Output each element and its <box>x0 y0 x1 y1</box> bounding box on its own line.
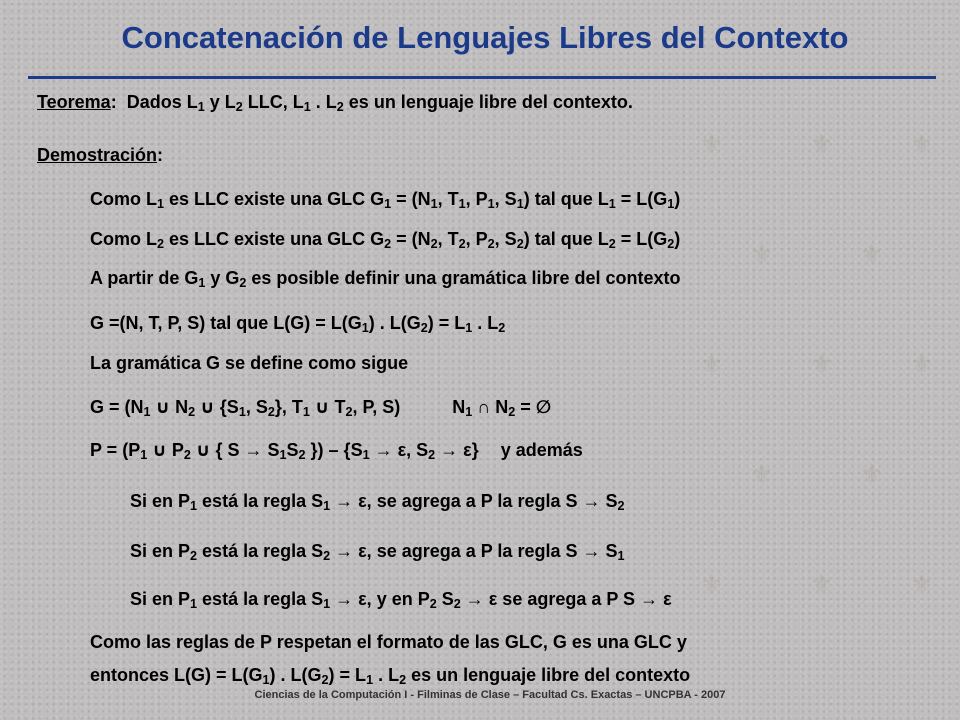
subscript: 2 <box>239 276 247 291</box>
proof-line-1 <box>90 189 680 210</box>
subscript: 1 <box>262 673 270 688</box>
text-run: = ∅ <box>515 397 552 417</box>
text-run: ∪ T <box>309 397 346 417</box>
text-run: Como L <box>90 229 157 249</box>
subscript: 2 <box>235 100 243 115</box>
text-run: ∪ N <box>150 397 189 417</box>
text-run: }) – {S <box>305 440 363 460</box>
subscript: 1 <box>617 549 625 564</box>
text-run: y L <box>204 92 236 112</box>
text-run: , T <box>437 189 459 209</box>
slide-title: Concatenación de Lenguajes Libres del Contexto <box>121 20 849 55</box>
text-run: ) <box>674 189 681 209</box>
text-run: es posible definir una gramática libre del contexto <box>246 268 681 288</box>
subscript: 1 <box>198 276 206 291</box>
text-run: y G <box>205 268 240 288</box>
text-run: → ε, se agrega a P la regla S → S <box>330 491 618 511</box>
subscript: 2 <box>267 405 275 420</box>
subscript: 1 <box>465 405 473 420</box>
text-run: está la regla S <box>197 589 324 609</box>
text-run: → ε se agrega a P S → ε <box>460 589 672 609</box>
slide-footer: Ciencias de la Computación I - Filminas de Clase – Facultad Cs. Exactas – UNCPBA - 2007 <box>254 689 726 701</box>
subscript: 2 <box>336 100 344 115</box>
subscript: 1 <box>608 197 616 212</box>
subscript: 1 <box>516 197 524 212</box>
subscript: 1 <box>157 197 165 212</box>
text-run: = L(G <box>615 229 668 249</box>
text-run: Dados L <box>126 92 198 112</box>
subscript: 2 <box>399 673 407 688</box>
text-run: . L <box>310 92 337 112</box>
rule-case-3 <box>130 589 672 610</box>
subscript: 1 <box>361 321 369 336</box>
subscript: 1 <box>140 448 148 463</box>
text-run: Si en P <box>130 589 191 609</box>
conclusion-line-2 <box>90 665 690 686</box>
text-run: es un lenguaje libre del contexto. <box>343 92 633 112</box>
text-run: N <box>452 397 466 417</box>
subscript: 2 <box>321 673 329 688</box>
rule-case-1 <box>130 491 625 512</box>
theorem-text <box>126 92 633 115</box>
subscript: 2 <box>498 321 506 336</box>
text-run: La gramática G se define como sigue <box>90 353 409 373</box>
text-run: Como las reglas de P respetan el formato de las GLC, G es una GLC y <box>90 632 687 652</box>
text-run: , P <box>465 189 488 209</box>
proof-line-4 <box>90 313 505 334</box>
subscript: 2 <box>323 549 331 564</box>
subscript: 1 <box>323 597 331 612</box>
subscript: 2 <box>345 405 353 420</box>
theorem-label: Teorema <box>37 92 111 112</box>
text-run: ) = L <box>328 665 367 685</box>
text-run: ) . L(G <box>368 313 421 333</box>
subscript: 1 <box>302 405 310 420</box>
text-run: es un lenguaje libre del contexto <box>406 665 691 685</box>
demo-label: Demostración <box>37 145 158 165</box>
text-run: ∪ P <box>147 440 184 460</box>
text-run: Si en P <box>130 491 191 511</box>
text-run: ) tal que L <box>523 229 609 249</box>
subscript: 2 <box>190 549 198 564</box>
subscript: 1 <box>465 321 473 336</box>
text-run: A partir de G <box>90 268 199 288</box>
subscript: 2 <box>516 237 524 252</box>
proof-line-5 <box>90 353 408 374</box>
subscript: 2 <box>298 448 306 463</box>
subscript: 1 <box>279 448 287 463</box>
title-divider <box>28 76 936 79</box>
text-run: P = (P <box>90 440 141 460</box>
fleur-de-lis-pattern-icon: ⚜ ⚜ ⚜ ⚜ ⚜ ⚜ ⚜ ⚜ ⚜ ⚜ ⚜ ⚜ ⚜ <box>700 130 934 600</box>
subscript: 2 <box>183 448 191 463</box>
subscript: 2 <box>508 405 516 420</box>
subscript: 1 <box>323 499 331 514</box>
text-run: es LLC existe una GLC G <box>164 229 385 249</box>
text-run: → ε} <box>435 440 479 460</box>
subscript: 2 <box>384 237 392 252</box>
text-run: ) = L <box>427 313 466 333</box>
text-run: Como L <box>90 189 157 209</box>
subscript: 1 <box>190 597 198 612</box>
demo-colon: : <box>157 145 164 165</box>
text-run: S <box>286 440 299 460</box>
text-run: , S <box>494 229 517 249</box>
text-run: S <box>436 589 454 609</box>
subscript: 1 <box>430 197 438 212</box>
text-run: Si en P <box>130 541 191 561</box>
subscript: 2 <box>428 448 436 463</box>
text-run: , S <box>245 397 268 417</box>
subscript: 2 <box>458 237 466 252</box>
text-run: ) <box>674 229 681 249</box>
subscript: 2 <box>430 237 438 252</box>
text-run: = (N <box>391 229 431 249</box>
text-run: → ε, se agrega a P la regla S → S <box>330 541 618 561</box>
text-run: }, T <box>274 397 303 417</box>
subscript: 2 <box>420 321 428 336</box>
subscript: 1 <box>458 197 466 212</box>
demonstration-heading <box>37 145 163 166</box>
subscript: 1 <box>143 405 151 420</box>
subscript: 2 <box>429 597 437 612</box>
text-run: = (N <box>391 189 431 209</box>
text-run: ) . L(G <box>269 665 322 685</box>
conclusion-line-1 <box>90 632 687 653</box>
subscript: 1 <box>667 197 675 212</box>
subscript: 1 <box>487 197 495 212</box>
subscript: 2 <box>487 237 495 252</box>
text-run: → ε, y en P <box>330 589 430 609</box>
text-run: , S <box>494 189 517 209</box>
theorem-line <box>37 92 633 113</box>
productions-definition-line <box>90 440 583 461</box>
subscript: 2 <box>453 597 461 612</box>
subscript: 1 <box>303 100 311 115</box>
text-run: ∩ N <box>472 397 509 417</box>
subscript: 1 <box>366 673 374 688</box>
text-run: , P <box>465 229 488 249</box>
text-run: está la regla S <box>197 491 324 511</box>
text-run: . L <box>472 313 499 333</box>
text-run: G =(N, T, P, S) tal que L(G) = L(G <box>90 313 362 333</box>
text-run: G = (N <box>90 397 144 417</box>
subscript: 1 <box>362 448 370 463</box>
text-run: , T <box>437 229 459 249</box>
theorem-colon: : <box>110 92 117 112</box>
text-run: es LLC existe una GLC G <box>164 189 385 209</box>
text-run: entonces L(G) = L(G <box>90 665 263 685</box>
subscript: 2 <box>157 237 165 252</box>
subscript: 1 <box>197 100 205 115</box>
text-run: ) tal que L <box>523 189 609 209</box>
subscript: 1 <box>384 197 392 212</box>
subscript: 2 <box>188 405 196 420</box>
proof-line-2 <box>90 229 680 250</box>
proof-line-3 <box>90 268 681 289</box>
text-run: y además <box>500 440 583 460</box>
text-run: LLC, L <box>242 92 304 112</box>
text-run: . L <box>373 665 400 685</box>
text-run: está la regla S <box>197 541 324 561</box>
subscript: 2 <box>608 237 616 252</box>
text-run: = L(G <box>615 189 668 209</box>
rule-case-2 <box>130 541 625 562</box>
grammar-definition-line <box>90 397 551 418</box>
text-run: , P, S) <box>352 397 401 417</box>
text-run: → ε, S <box>369 440 429 460</box>
subscript: 2 <box>667 237 675 252</box>
text-run: ∪ {S <box>195 397 239 417</box>
subscript: 2 <box>617 499 625 514</box>
subscript: 1 <box>238 405 246 420</box>
subscript: 1 <box>190 499 198 514</box>
text-run: ∪ { S → S <box>190 440 280 460</box>
